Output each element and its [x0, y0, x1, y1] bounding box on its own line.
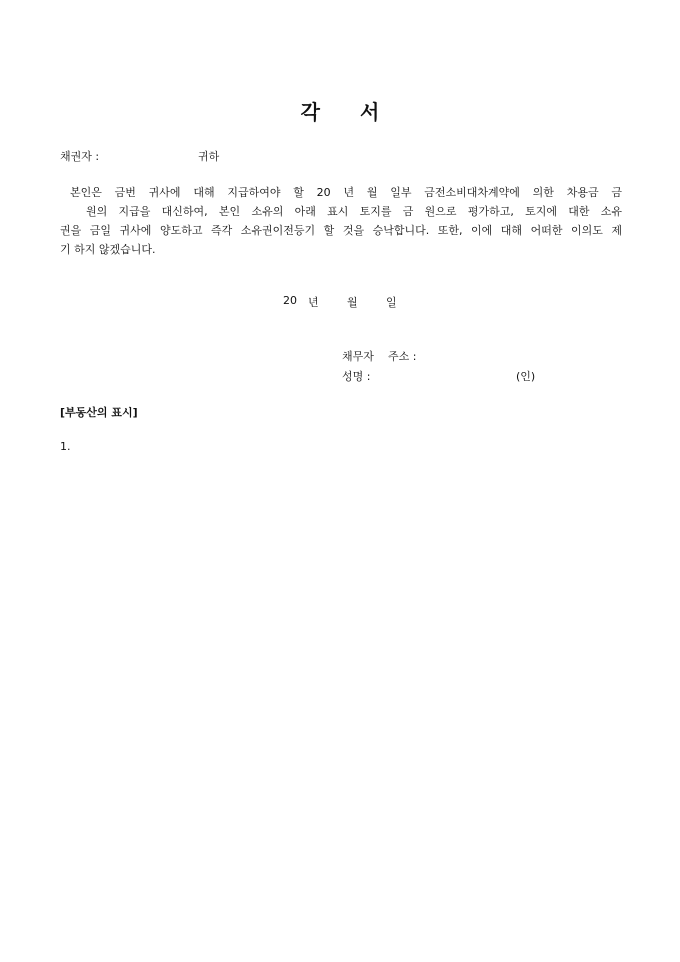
item-number: 1.: [60, 440, 71, 453]
title-char-right: 서: [360, 100, 380, 124]
honorific: 귀하: [198, 150, 220, 163]
body-line-3: 권을 금일 귀사에 양도하고 즉각 소유권이전등기 할 것을 승낙합니다. 또한, 이에 대해 어떠한 이의도 제: [60, 224, 622, 237]
date-day-unit: 일: [386, 296, 397, 309]
creditor-label: 채권자 :: [60, 150, 100, 163]
body-line-1: 본인은 금번 귀사에 대해 지급하여야 할 20 년 월 일부 금전소비대차계약에 의한 차용금 금: [70, 186, 622, 199]
title-char-left: 각: [300, 100, 320, 124]
date-year: 20: [283, 294, 297, 307]
seal-mark: (인): [516, 370, 536, 383]
body-paragraph: [60, 183, 622, 259]
body-line-4: 기 하지 않겠습니다.: [60, 243, 156, 256]
address-label: 주소 :: [388, 350, 417, 363]
date-year-unit: 년: [308, 296, 319, 309]
debtor-label: 채무자: [342, 350, 374, 363]
date-month-unit: 월: [347, 296, 358, 309]
body-line-2: 원의 지급을 대신하여, 본인 소유의 아래 표시 토지를 금 원으로 평가하고, 토지에 대한 소유: [86, 205, 622, 218]
property-heading: [부동산의 표시]: [60, 406, 138, 419]
document-title: [0, 96, 680, 125]
name-label: 성명 :: [342, 370, 371, 383]
